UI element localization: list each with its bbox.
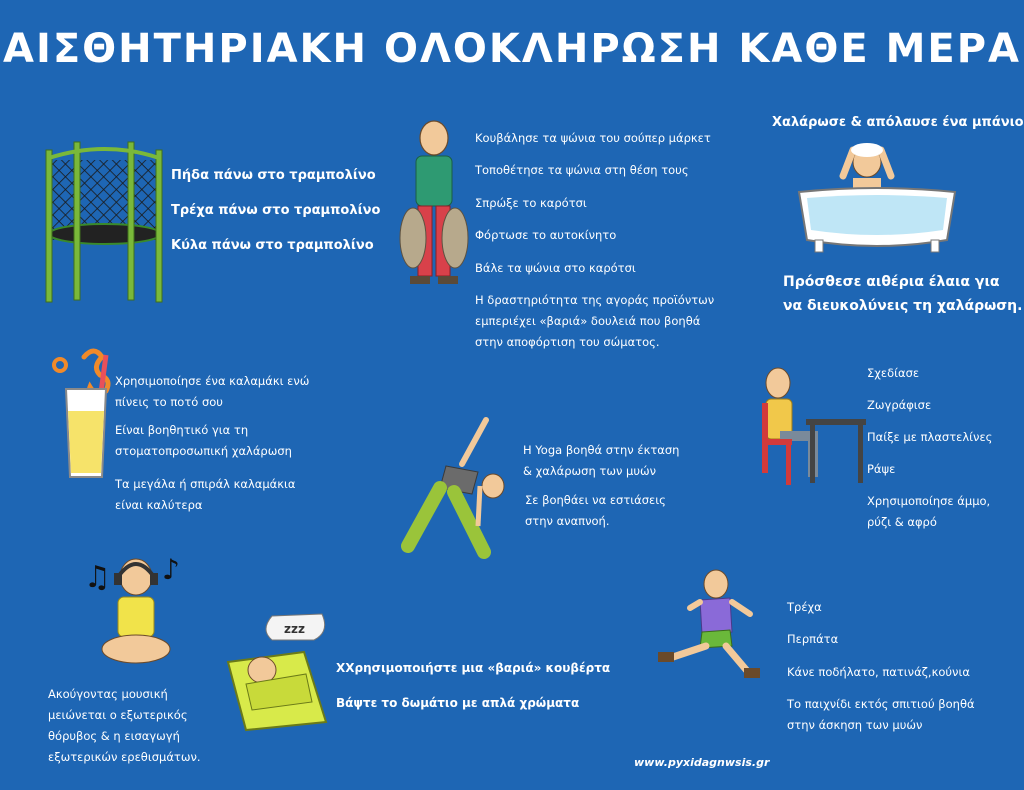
shopping-note-line: εμπεριέχει «βαριά» δουλειά που βοηθά — [475, 314, 701, 328]
straw-line: πίνεις το ποτό σου — [115, 395, 223, 409]
bath-heading: Χαλάρωσε & απόλαυσε ένα μπάνιο — [772, 115, 1024, 130]
running-boy-illustration — [650, 568, 770, 680]
page-title: ΑΙΣΘΗΤΗΡΙΑΚΗ ΟΛΟΚΛΗΡΩΣΗ ΚΑΘΕ ΜΕΡΑ — [2, 26, 1021, 72]
drink-straw-illustration — [44, 345, 124, 485]
music-line: μειώνεται ο εξωτερικός — [48, 708, 188, 722]
website-link[interactable]: www.pyxidagnwsis.gr — [634, 756, 770, 769]
bath-illustration — [795, 140, 960, 258]
music-line: εξωτερικών ερεθισμάτων. — [48, 750, 201, 764]
trampoline-run-text: Τρέχα πάνω στο τραμπολίνο — [171, 203, 381, 218]
shopping-place-text: Τοποθέτησε τα ψώνια στη θέση τους — [475, 163, 689, 177]
shopping-note-line: Η δραστηριότητα της αγοράς προϊόντων — [475, 293, 715, 307]
desk-child-illustration — [758, 365, 868, 490]
straw-line: Χρησιμοποίησε ένα καλαμάκι ενώ — [115, 374, 310, 388]
trampoline-roll-text: Κύλα πάνω στο τραμπολίνο — [171, 238, 374, 253]
bath-note-line: Πρόσθεσε αιθέρια έλαια για — [783, 274, 1000, 290]
crafts-line: Χρησιμοποίησε άμμο, — [867, 494, 991, 508]
straw-paragraph-2 — [115, 420, 292, 462]
crafts-paint-text: Ζωγράφισε — [867, 398, 932, 412]
running-note — [787, 694, 975, 736]
crafts-clay-text: Παίξε με πλαστελίνες — [867, 430, 993, 444]
bath-note-line: να διευκολύνεις τη χαλάρωση. — [783, 298, 1023, 314]
crafts-sensory-note — [867, 491, 990, 533]
shopping-note-line: στην αποφόρτιση του σώματος. — [475, 335, 660, 349]
room-colors-text: Βάψτε το δωμάτιο με απλά χρώματα — [336, 696, 580, 710]
running-run-text: Τρέχα — [787, 600, 822, 614]
running-line: Το παιχνίδι εκτός σπιτιού βοηθά — [787, 697, 975, 711]
shopping-load-text: Φόρτωσε το αυτοκίνητο — [475, 228, 617, 242]
shopping-push-text: Σπρώξε το καρότσι — [475, 196, 587, 210]
music-line: Ακούγοντας μουσική — [48, 687, 168, 701]
crafts-draw-text: Σχεδίασε — [867, 366, 920, 380]
music-child-illustration — [84, 545, 189, 675]
trampoline-illustration — [40, 138, 170, 308]
sleeping-child-illustration — [222, 612, 334, 732]
shopping-boy-illustration — [398, 118, 470, 293]
straw-line: Είναι βοηθητικό για τη — [115, 423, 249, 437]
running-line: στην άσκηση των μυών — [787, 718, 923, 732]
crafts-line: ρύζι & αφρό — [867, 515, 937, 529]
running-walk-text: Περπάτα — [787, 632, 839, 646]
shopping-cart-text: Βάλε τα ψώνια στο καρότσι — [475, 261, 636, 275]
shopping-carry-text: Κουβάλησε τα ψώνια του σούπερ μάρκετ — [475, 131, 711, 145]
crafts-sew-text: Ράψε — [867, 462, 896, 476]
bath-note — [783, 270, 1022, 318]
yoga-paragraph-2 — [525, 490, 666, 532]
zzz-text: zzz — [284, 622, 305, 636]
yoga-line: & χαλάρωση των μυών — [523, 464, 657, 478]
blanket-text: ΧΧρησιμοποιήστε μια «βαριά» κουβέρτα — [336, 661, 611, 675]
yoga-line: στην αναπνοή. — [525, 514, 610, 528]
straw-line: στοματοπροσωπική χαλάρωση — [115, 444, 292, 458]
yoga-paragraph-1 — [523, 440, 679, 482]
music-note — [48, 684, 201, 768]
straw-line: Τα μεγάλα ή σπιράλ καλαμάκια — [115, 477, 296, 491]
svg-text:♪: ♪ — [162, 553, 180, 586]
trampoline-jump-text: Πήδα πάνω στο τραμπολίνο — [171, 168, 376, 183]
running-bike-text: Κάνε ποδήλατο, πατινάζ,κούνια — [787, 665, 970, 679]
straw-paragraph-3 — [115, 474, 296, 516]
yoga-line: Η Yoga βοηθά στην έκταση — [523, 443, 680, 457]
music-line: θόρυβος & η εισαγωγή — [48, 729, 180, 743]
shopping-note — [475, 290, 714, 353]
svg-text:♫: ♫ — [84, 560, 111, 595]
yoga-pose-illustration — [400, 416, 515, 561]
straw-paragraph-1 — [115, 371, 309, 413]
straw-line: είναι καλύτερα — [115, 498, 203, 512]
yoga-line: Σε βοηθάει να εστιάσεις — [525, 493, 666, 507]
